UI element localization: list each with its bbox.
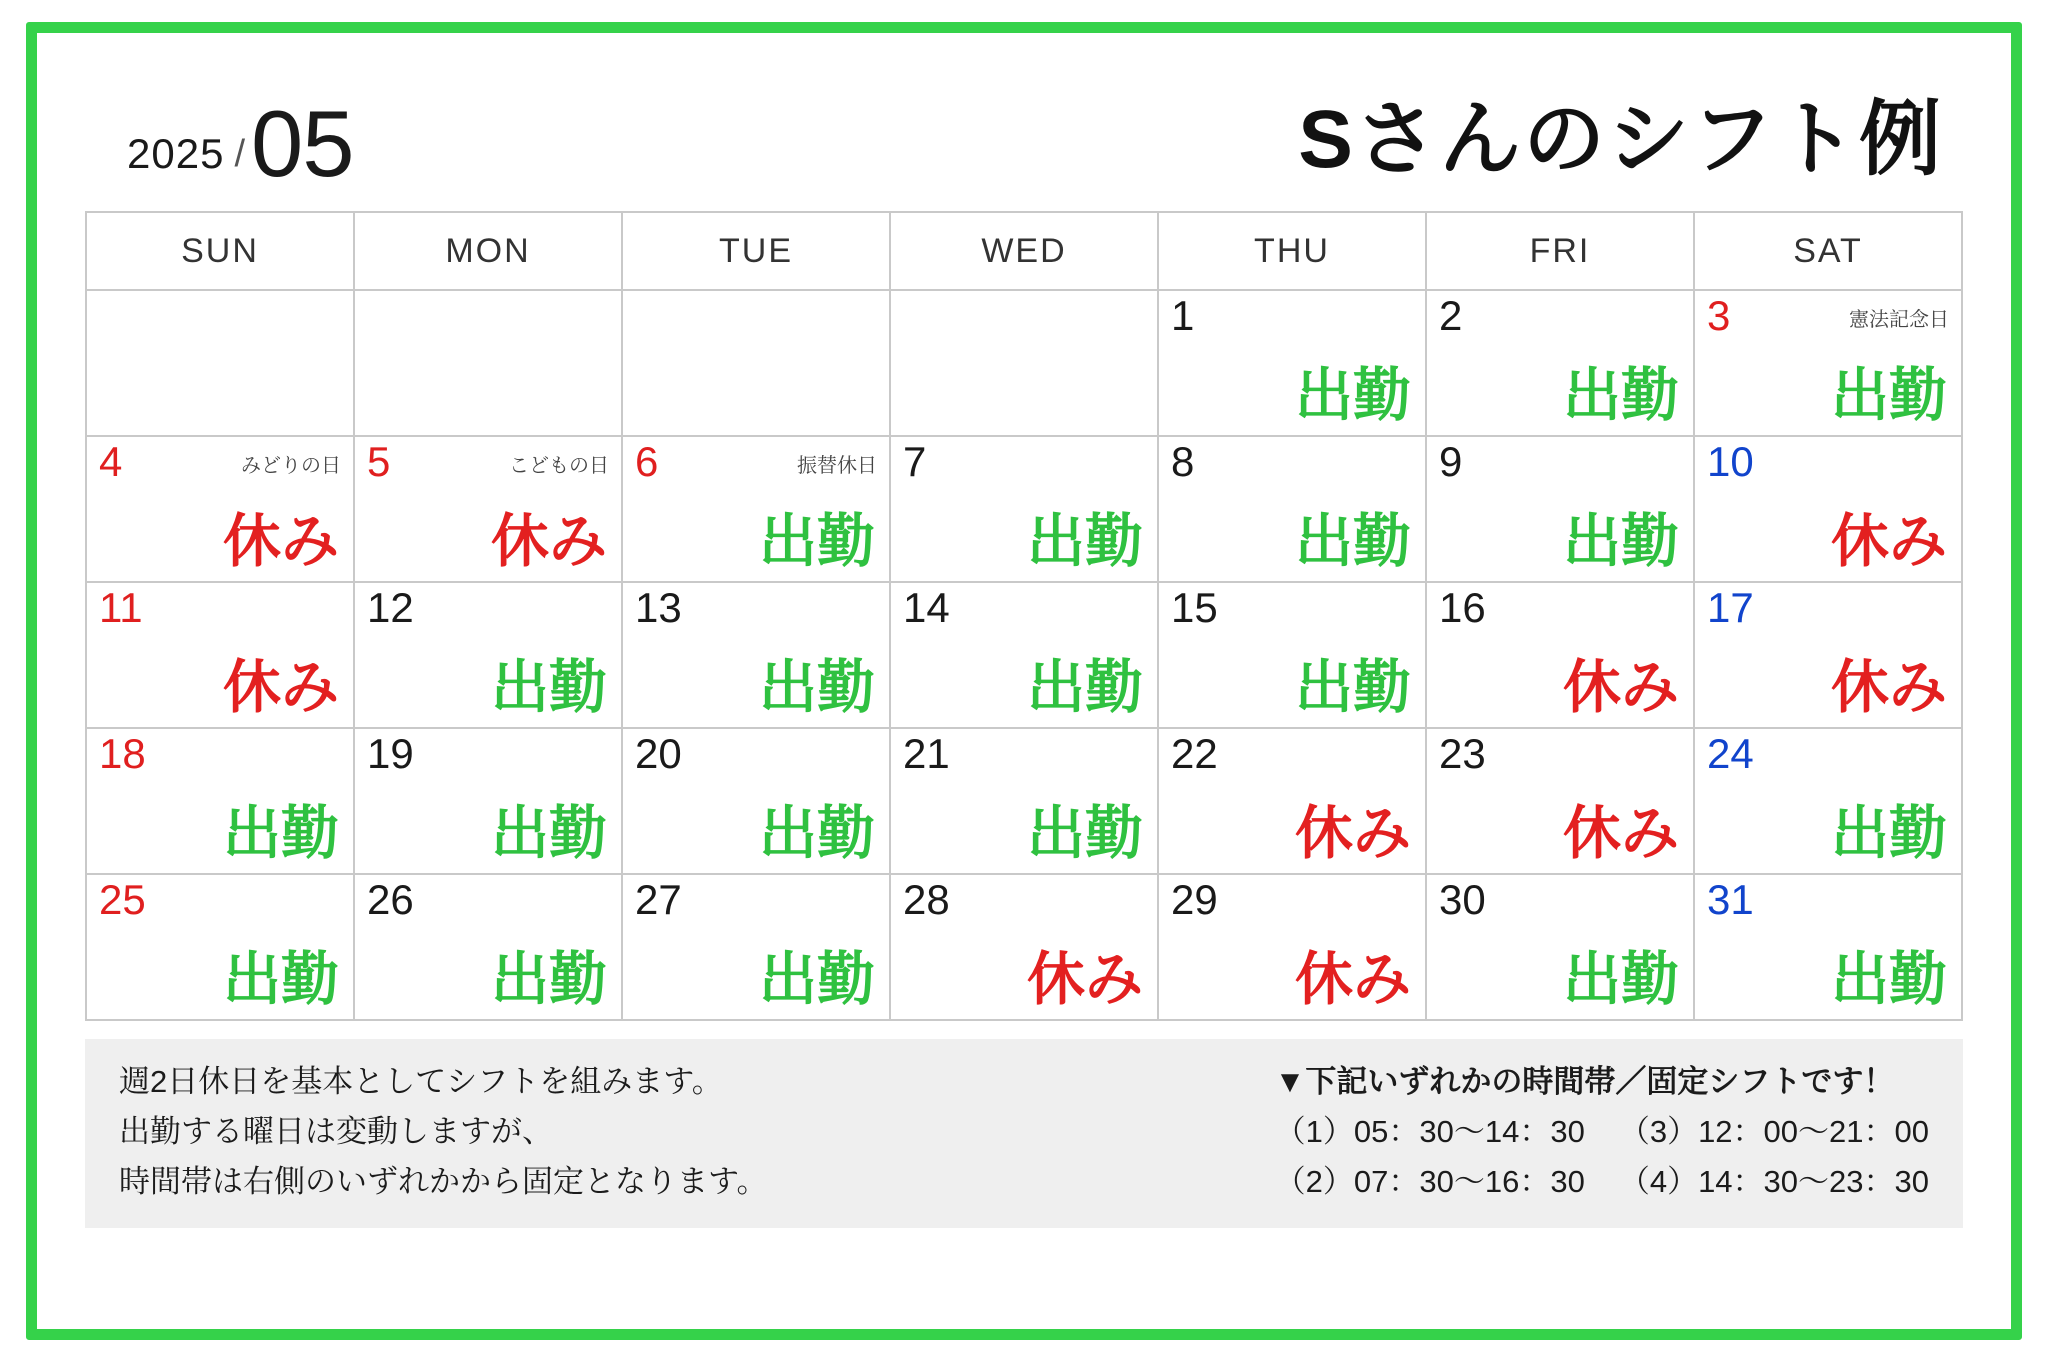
year-label: 2025 — [127, 130, 225, 177]
shift-status: 出勤 — [1562, 509, 1679, 574]
note-left-line-3: 時間帯は右側のいずれかから固定となります。 — [119, 1164, 768, 1200]
page-title: Sさんのシフト例 — [1298, 94, 1943, 185]
shift-status: 出勤 — [222, 801, 339, 866]
day-cell — [1694, 728, 1962, 874]
shift-status: 休み — [1562, 801, 1679, 866]
shift-status: 休み — [1830, 655, 1947, 720]
day-cell — [1426, 290, 1694, 436]
day-cell — [622, 290, 890, 436]
day-number: 7 — [903, 438, 927, 485]
shift-status: 出勤 — [490, 947, 607, 1012]
shift-time-heading: ▼下記いずれかの時間帯／固定シフトです！ — [1274, 1064, 1895, 1099]
shift-slot-3: （3）12：00〜21：00 — [1618, 1114, 1929, 1150]
day-number: 16 — [1439, 584, 1486, 631]
shift-status: 休み — [222, 509, 339, 574]
day-number: 18 — [99, 730, 146, 777]
day-cell — [86, 582, 354, 728]
shift-slot-2: （2）07：30〜16：30 — [1274, 1164, 1585, 1200]
day-number: 6 — [635, 438, 659, 485]
day-cell — [1426, 436, 1694, 582]
day-cell — [354, 874, 622, 1020]
day-number: 5 — [367, 438, 391, 485]
day-cell — [622, 874, 890, 1020]
weekday-sun: SUN — [86, 212, 354, 290]
day-cell — [1158, 290, 1426, 436]
shift-status: 休み — [1294, 801, 1411, 866]
day-number: 23 — [1439, 730, 1486, 777]
day-cell — [1158, 874, 1426, 1020]
shift-status: 出勤 — [1026, 655, 1143, 720]
calendar-header — [85, 67, 1963, 196]
shift-status: 出勤 — [758, 947, 875, 1012]
note-left-column — [119, 1057, 768, 1208]
day-number: 22 — [1171, 730, 1218, 777]
shift-status: 出勤 — [1026, 509, 1143, 574]
shift-status: 出勤 — [758, 509, 875, 574]
day-number: 12 — [367, 584, 414, 631]
note-right-column — [1245, 1057, 1929, 1208]
day-number: 29 — [1171, 876, 1218, 923]
shift-status: 出勤 — [1294, 363, 1411, 428]
day-cell — [86, 436, 354, 582]
shift-status: 出勤 — [1562, 947, 1679, 1012]
day-cell — [890, 728, 1158, 874]
day-cell — [86, 290, 354, 436]
note-left-line-2: 出勤する曜日は変動しますが、 — [119, 1114, 553, 1150]
date-separator: / — [234, 133, 245, 175]
day-cell — [622, 436, 890, 582]
day-cell — [1694, 874, 1962, 1020]
calendar-week-row — [86, 874, 1962, 1020]
weekday-thu: THU — [1158, 212, 1426, 290]
shift-status: 出勤 — [1294, 655, 1411, 720]
day-number: 15 — [1171, 584, 1218, 631]
day-number: 24 — [1707, 730, 1754, 777]
day-cell — [1158, 436, 1426, 582]
day-number: 30 — [1439, 876, 1486, 923]
calendar-week-row — [86, 290, 1962, 436]
day-cell — [1694, 436, 1962, 582]
calendar-week-row — [86, 436, 1962, 582]
month-label: 05 — [251, 90, 354, 196]
calendar-week-row — [86, 728, 1962, 874]
weekday-wed: WED — [890, 212, 1158, 290]
day-cell — [86, 728, 354, 874]
note-panel — [85, 1039, 1963, 1228]
shift-status: 休み — [1026, 947, 1143, 1012]
shift-status: 出勤 — [222, 947, 339, 1012]
note-left-line-1: 週2日休日を基本としてシフトを組みます。 — [119, 1064, 723, 1099]
shift-slot-4: （4）14：30〜23：30 — [1618, 1164, 1929, 1200]
shift-status: 出勤 — [1026, 801, 1143, 866]
green-border-frame — [26, 22, 2022, 1340]
day-cell — [890, 436, 1158, 582]
holiday-label: 憲法記念日 — [1849, 309, 1949, 331]
day-cell — [1426, 874, 1694, 1020]
day-number: 26 — [367, 876, 414, 923]
day-cell — [1694, 290, 1962, 436]
shift-status: 出勤 — [1830, 801, 1947, 866]
day-cell — [890, 874, 1158, 1020]
weekday-header-row — [86, 212, 1962, 290]
day-number: 13 — [635, 584, 682, 631]
shift-status: 出勤 — [1830, 363, 1947, 428]
day-number: 11 — [99, 584, 143, 631]
day-number: 27 — [635, 876, 682, 923]
calendar-head — [86, 212, 1962, 290]
day-cell — [354, 290, 622, 436]
shift-status: 出勤 — [758, 801, 875, 866]
day-cell — [1694, 582, 1962, 728]
day-cell — [354, 436, 622, 582]
shift-status: 休み — [1562, 655, 1679, 720]
date-block — [85, 90, 354, 196]
holiday-label: みどりの日 — [241, 455, 341, 477]
shift-status: 出勤 — [1830, 947, 1947, 1012]
day-cell — [1426, 582, 1694, 728]
day-number: 9 — [1439, 438, 1463, 485]
shift-calendar — [85, 211, 1963, 1021]
shift-status: 出勤 — [490, 801, 607, 866]
day-cell — [890, 290, 1158, 436]
shift-slot-1: （1）05：30〜14：30 — [1274, 1114, 1585, 1150]
shift-status: 休み — [1294, 947, 1411, 1012]
day-number: 4 — [99, 438, 123, 485]
day-number: 10 — [1707, 438, 1754, 485]
day-number: 14 — [903, 584, 950, 631]
weekday-tue: TUE — [622, 212, 890, 290]
day-cell — [622, 582, 890, 728]
shift-status: 休み — [490, 509, 607, 574]
day-cell — [1158, 728, 1426, 874]
day-cell — [86, 874, 354, 1020]
day-number: 28 — [903, 876, 950, 923]
calendar-week-row — [86, 582, 1962, 728]
holiday-label: こどもの日 — [509, 455, 609, 477]
shift-status: 休み — [1830, 509, 1947, 574]
weekday-fri: FRI — [1426, 212, 1694, 290]
shift-status: 出勤 — [1294, 509, 1411, 574]
day-number: 3 — [1707, 292, 1731, 339]
day-number: 19 — [367, 730, 414, 777]
day-number: 25 — [99, 876, 146, 923]
shift-status: 出勤 — [1562, 363, 1679, 428]
weekday-sat: SAT — [1694, 212, 1962, 290]
calendar-body — [86, 290, 1962, 1020]
day-number: 17 — [1707, 584, 1754, 631]
shift-time-row-1 — [1275, 1107, 1929, 1157]
shift-status: 出勤 — [490, 655, 607, 720]
holiday-label: 振替休日 — [797, 455, 877, 477]
day-number: 8 — [1171, 438, 1195, 485]
shift-status: 出勤 — [758, 655, 875, 720]
day-cell — [354, 728, 622, 874]
day-number: 31 — [1707, 876, 1754, 923]
day-cell — [1426, 728, 1694, 874]
day-cell — [890, 582, 1158, 728]
day-number: 1 — [1171, 292, 1195, 339]
day-number: 2 — [1439, 292, 1463, 339]
day-number: 20 — [635, 730, 682, 777]
shift-status: 休み — [222, 655, 339, 720]
shift-time-row-2 — [1275, 1157, 1929, 1207]
day-cell — [354, 582, 622, 728]
weekday-mon: MON — [354, 212, 622, 290]
day-cell — [1158, 582, 1426, 728]
day-cell — [622, 728, 890, 874]
day-number: 21 — [903, 730, 950, 777]
